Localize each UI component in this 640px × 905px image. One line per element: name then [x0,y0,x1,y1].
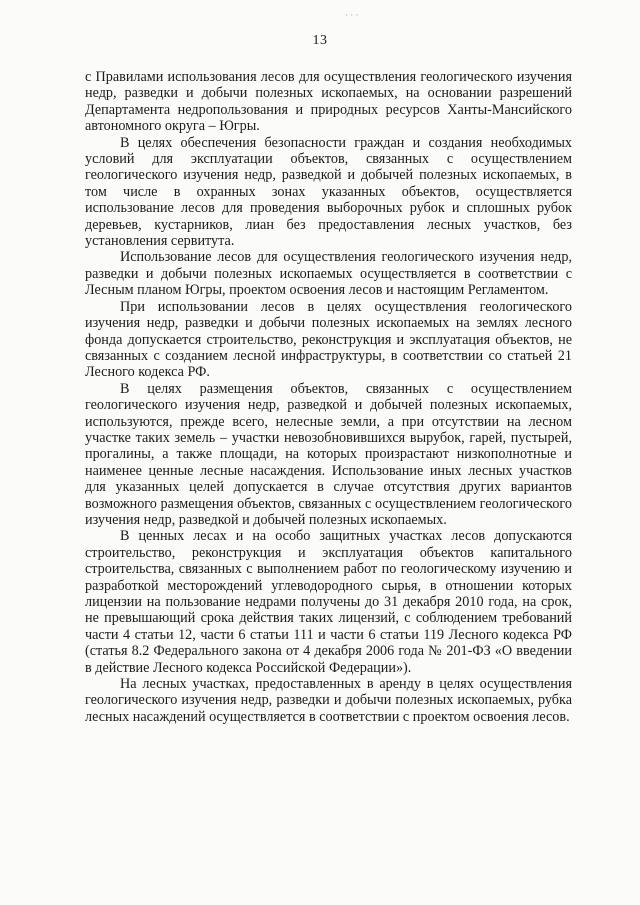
paragraph-2: В целях обеспечения безопасности граждан и создания необходимых условий для эксплуатации объектов, связанных с осуществлением геологического изучения недр, разведкой и добычей полезных ископаемых, в том числе в охранных зонах указанных объектов, осуществляется использование лесов для проведения выборочных рубок и сплошных рубок деревьев, кустарников, лиан без предоставления лесных участков, без установления сервитута. [85,134,572,250]
page-number: 13 [312,33,328,48]
paragraph-4: При использовании лесов в целях осуществления геологического изучения недр, разведки и добычи полезных ископаемых на землях лесного фонда допускается строительство, реконструкция и эксплуатация объектов, не связанных с созданием лесной инфраструктуры, в соответствии со статьей 21 Лесного кодекса РФ. [85,298,572,381]
paragraph-7: На лесных участках, предоставленных в аренду в целях осуществления геологического изучения недр, разведки и добычи полезных ископаемых, рубка лесных насаждений осуществляется в соответствии с проектом освоения лесов. [85,676,572,725]
paragraph-1: с Правилами использования лесов для осуществления геологического изучения недр, разведки и добычи полезных ископаемых, на основании разрешений Департамента недропользования и природных ресурсов Ханты-Мансийского автономного округа – Югры. [85,69,572,135]
paragraph-6: В ценных лесах и на особо защитных участках лесов допускаются строительство, реконструкция и эксплуатация объектов капитального строительства, связанных с выполнением работ по геологическому изучению и разработкой месторождений углеводородного сырья, в отношении которых лицензии на пользование недрами получены до 31 декабря 2010 года, на срок, не превышающий срока действия таких лицензий, с соблюдением требований части 4 статьи 12, части 6 статьи 111 и части 6 статьи 119 Лесного кодекса РФ (статья 8.2 Федерального закона от 4 декабря 2006 года № 201-ФЗ «О введении в действие Лесного кодекса Российской Федерации»). [85,528,572,676]
body-text [85,69,572,725]
paragraph-5: В целях размещения объектов, связанных с осуществлением геологического изучения недр, разведкой и добычей полезных ископаемых, используются, прежде всего, нелесные земли, а при отсутствии на лесном участке таких земель – участки невозобновившихся вырубок, гарей, пустырей, прогалины, а также площади, на которых произрастают низкополнотные и наименее ценные лесные насаждения. Использование иных лесных участков для указанных целей допускается в случае отсутствия других вариантов возможного размещения объектов, связанных с осуществлением геологического изучения недр, разведкой и добычей полезных ископаемых. [85,380,572,528]
scan-speck: · · · [345,10,359,20]
paragraph-3: Использование лесов для осуществления геологического изучения недр, разведки и добычи полезных ископаемых осуществляется в соответствии с Лесным планом Югры, проектом освоения лесов и настоящим Регламентом. [85,249,572,299]
